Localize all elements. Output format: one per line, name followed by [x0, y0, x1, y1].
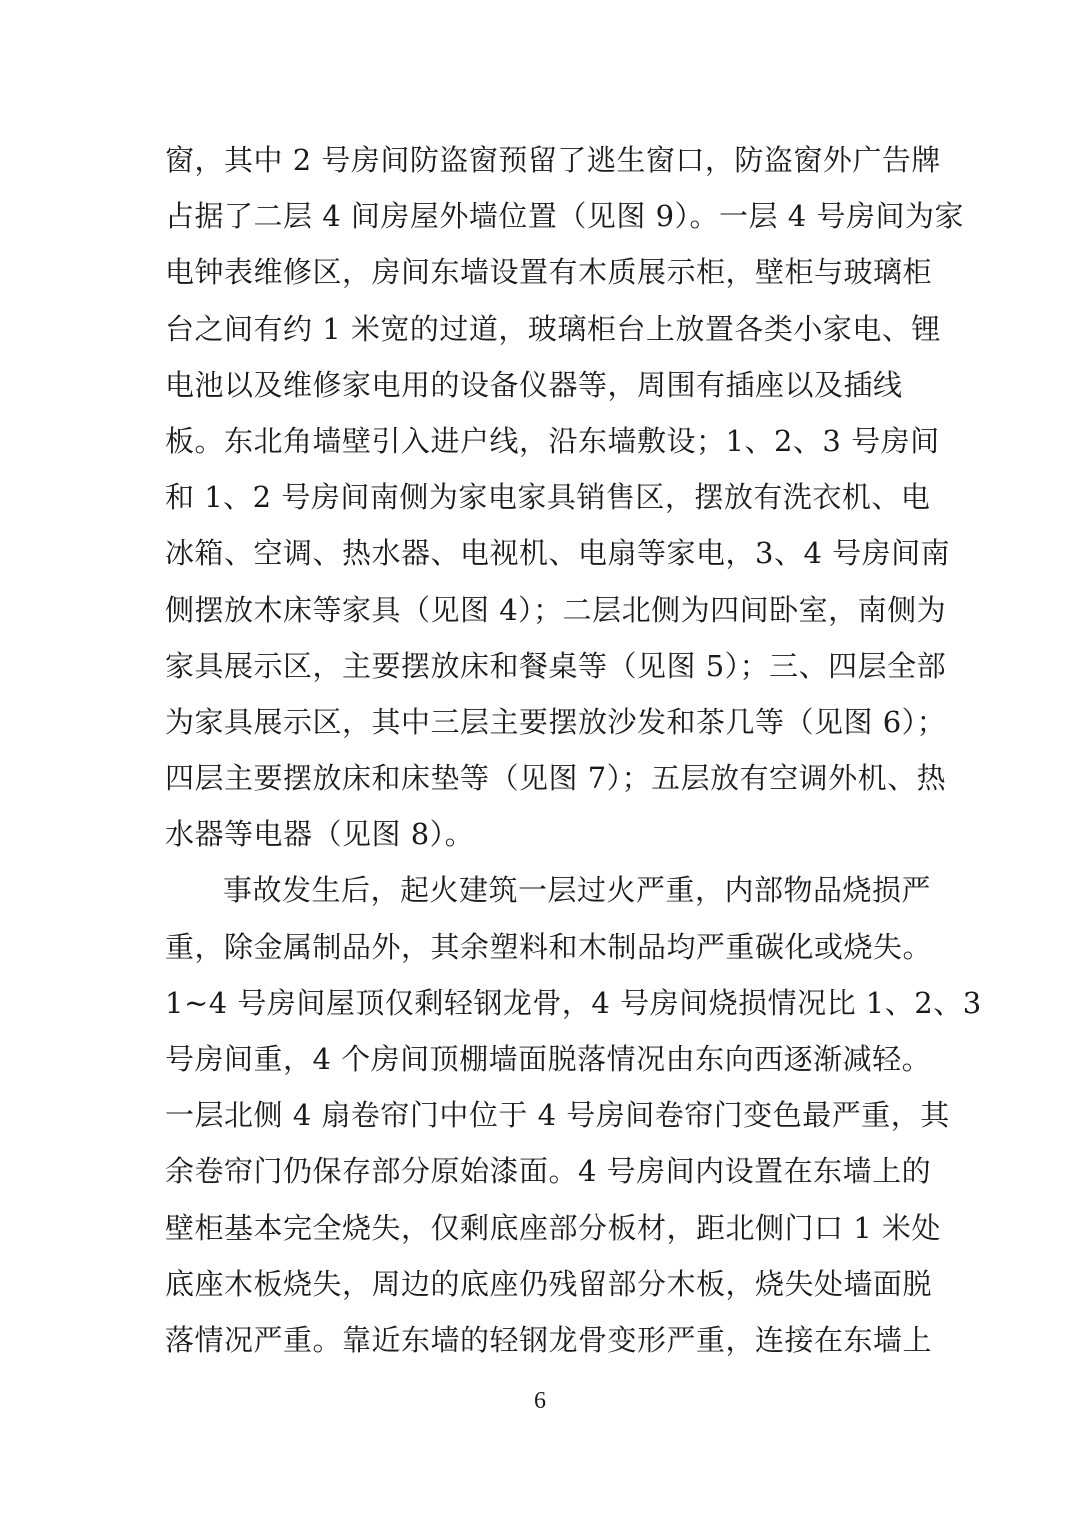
text-line: 余卷帘门仍保存部分原始漆面。4 号房间内设置在东墙上的 — [165, 1154, 932, 1189]
text-line: 板。东北角墙壁引入进户线，沿东墙敷设；1、2、3 号房间 — [165, 423, 940, 458]
text-line: 四层主要摆放床和床垫等（见图 7）；五层放有空调外机、热 — [165, 761, 947, 796]
text-line: 底座木板烧失，周边的底座仍残留部分木板，烧失处墙面脱 — [165, 1266, 933, 1301]
text-line: 家具展示区，主要摆放床和餐桌等（见图 5）；三、四层全部 — [165, 648, 947, 683]
paragraph-1 — [165, 132, 964, 862]
text-line: 台之间有约 1 米宽的过道，玻璃柜台上放置各类小家电、锂 — [165, 311, 941, 346]
text-line: 占据了二层 4 间房屋外墙位置（见图 9）。一层 4 号房间为家 — [165, 199, 964, 234]
text-line: 电钟表维修区，房间东墙设置有木质展示柜，壁柜与玻璃柜 — [165, 255, 933, 290]
body-text — [165, 132, 982, 1368]
page-number: 6 — [534, 1388, 546, 1414]
text-line: 事故发生后，起火建筑一层过火严重，内部物品烧损严 — [223, 873, 932, 908]
text-line: 水器等电器（见图 8）。 — [165, 817, 475, 852]
text-line: 落情况严重。靠近东墙的轻钢龙骨变形严重，连接在东墙上 — [165, 1322, 933, 1357]
text-line: 为家具展示区，其中三层主要摆放沙发和茶几等（见图 6）； — [165, 704, 947, 739]
text-line: 侧摆放木床等家具（见图 4）；二层北侧为四间卧室，南侧为 — [165, 592, 947, 627]
text-line: 一层北侧 4 扇卷帘门中位于 4 号房间卷帘门变色最严重，其 — [165, 1098, 950, 1133]
text-line: 号房间重，4 个房间顶棚墙面脱落情况由东向西逐渐减轻。 — [165, 1042, 932, 1076]
text-line: 1~4 号房间屋顶仅剩轻钢龙骨，4 号房间烧损情况比 1、2、3 — [165, 985, 982, 1020]
paragraph-2 — [165, 862, 982, 1368]
text-line: 重，除金属制品外，其余塑料和木制品均严重碳化或烧失。 — [165, 929, 933, 964]
text-line: 窗，其中 2 号房间防盗窗预留了逃生窗口，防盗窗外广告牌 — [165, 143, 941, 177]
text-line: 和 1、2 号房间南侧为家电家具销售区，摆放有洗衣机、电 — [165, 480, 931, 515]
text-line: 电池以及维修家电用的设备仪器等，周围有插座以及插线 — [165, 367, 903, 402]
text-line: 壁柜基本完全烧失，仅剩底座部分板材，距北侧门口 1 米处 — [165, 1210, 941, 1245]
text-line: 冰箱、空调、热水器、电视机、电扇等家电，3、4 号房间南 — [165, 536, 951, 571]
